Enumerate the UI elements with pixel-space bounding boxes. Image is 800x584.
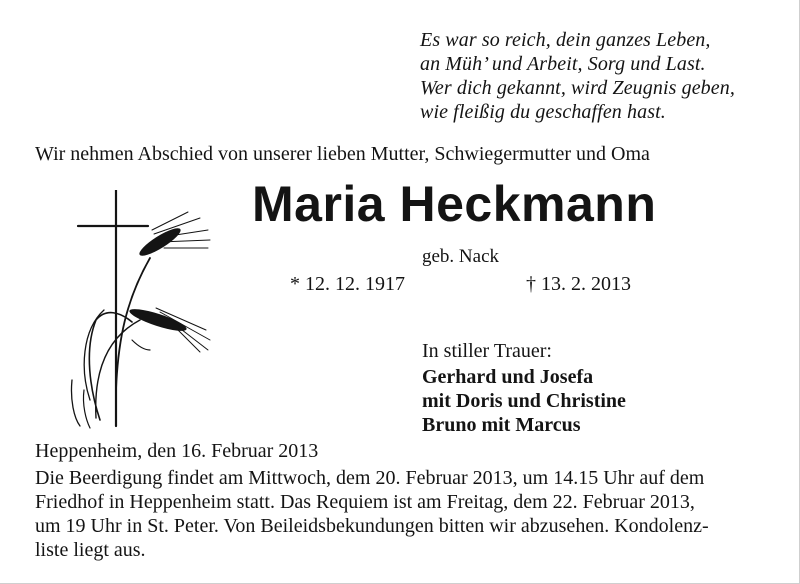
poem-line: Wer dich gekannt, wird Zeugnis geben,	[420, 77, 735, 99]
maiden-name: geb. Nack	[422, 246, 500, 267]
mourners-label: In stiller Trauer:	[422, 340, 552, 362]
mourner-name: mit Doris und Christine	[422, 390, 626, 412]
funeral-details	[35, 466, 709, 562]
funeral-line: Friedhof in Heppenheim statt. Das Requiem ist am Freitag, dem 22. Februar 2013,	[35, 491, 695, 513]
funeral-line: liste liegt aus.	[35, 539, 146, 561]
place-and-date: Heppenheim, den 16. Februar 2013	[35, 440, 319, 462]
cross-with-wheat-icon	[60, 190, 220, 430]
farewell-intro: Wir nehmen Abschied von unserer lieben Mutter, Schwiegermutter und Oma	[35, 143, 650, 165]
death-date: † 13. 2. 2013	[526, 273, 631, 295]
funeral-line: um 19 Uhr in St. Peter. Von Beileidsbekundungen bitten wir abzusehen. Kondolenz-	[35, 515, 709, 537]
deceased-name: Maria Heckmann	[252, 176, 657, 232]
poem-line: Es war so reich, dein ganzes Leben,	[420, 29, 711, 51]
poem-line: an Müh’ und Arbeit, Sorg und Last.	[420, 53, 706, 75]
poem-line: wie fleißig du geschaffen hast.	[420, 101, 666, 123]
mourner-name: Bruno mit Marcus	[422, 414, 581, 436]
memorial-poem	[420, 28, 735, 124]
mourner-name: Gerhard und Josefa	[422, 366, 594, 388]
birth-date: * 12. 12. 1917	[290, 273, 405, 295]
funeral-line: Die Beerdigung findet am Mittwoch, dem 20. Februar 2013, um 14.15 Uhr auf dem	[35, 467, 705, 489]
